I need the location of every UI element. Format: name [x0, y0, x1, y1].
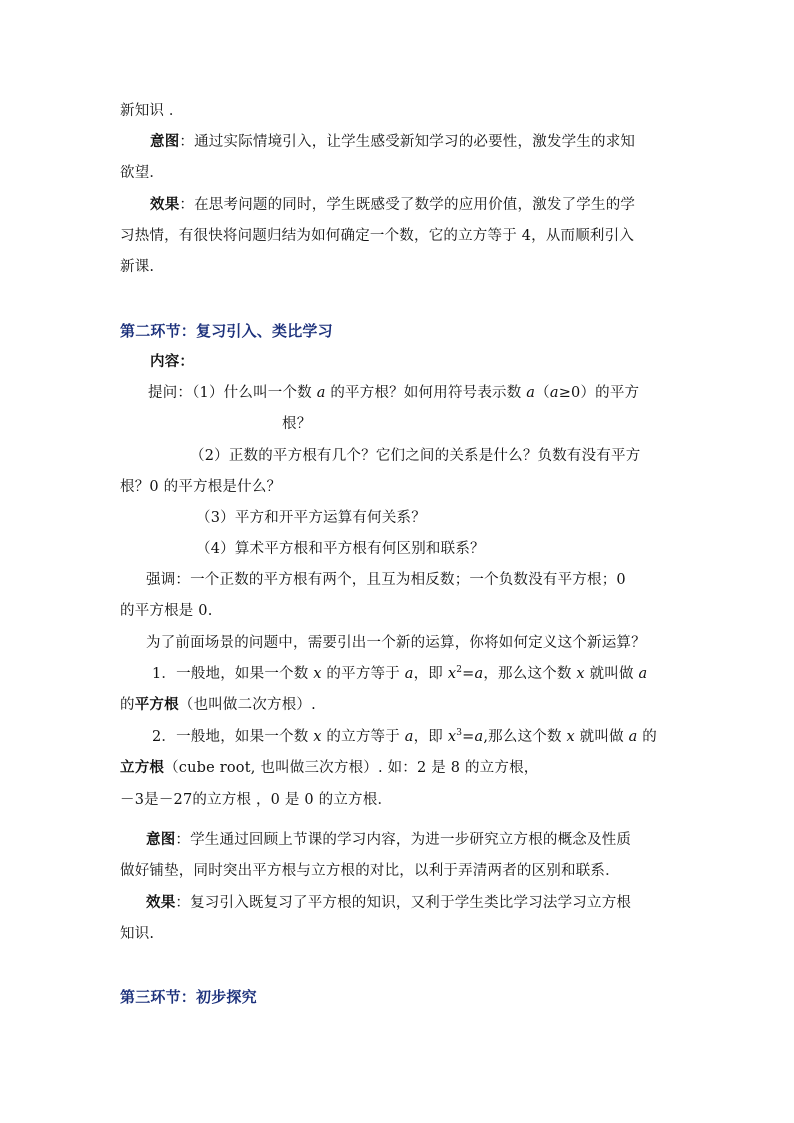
effect-paragraph-2: 效果：复习引入既复习了平方根的知识，又利于学生类比学习法学习立方根	[146, 894, 632, 911]
definition-1-cont: 的平方根（也叫做二次方根）.	[120, 696, 316, 713]
intent-paragraph: 意图：通过实际情境引入，让学生感受新知学习的必要性，激发学生的求知	[150, 133, 636, 150]
effect-label: 效果	[150, 196, 180, 213]
effect-paragraph: 效果：在思考问题的同时，学生既感受了数学的应用价值，激发了学生的学	[150, 196, 636, 213]
question-line: 为了前面场景的问题中，需要引出一个新的运算，你将如何定义这个新运算？	[146, 635, 646, 651]
term-square-root: 平方根	[134, 696, 179, 713]
question-3: （3）平方和开平方运算有何关系？	[196, 510, 426, 526]
paragraph-line: 新课.	[120, 259, 155, 275]
paragraph-line: 欲望．	[120, 165, 165, 181]
effect-label: 效果	[146, 894, 176, 911]
question-1: 提问：（1）什么叫一个数 a 的平方根？如何用符号表示数 a（a≥0）的平方	[148, 385, 640, 401]
question-1-cont: 根？	[282, 416, 312, 432]
intent-paragraph-2: 意图：学生通过回顾上节课的学习内容，为进一步研究立方根的概念及性质	[146, 831, 632, 848]
question-2-cont: 根？0 的平方根是什么？	[120, 479, 282, 495]
question-2: （2）正数的平方根有几个？它们之间的关系是什么？负数有没有平方	[190, 448, 641, 464]
paragraph-line: 新知识 ．	[120, 103, 184, 119]
emphasis-line-cont: 的平方根是 0.	[120, 603, 213, 619]
paragraph-line: 做好铺垫，同时突出平方根与立方根的对比，以利于弄清两者的区别和联系．	[120, 863, 620, 879]
definition-2: 2．一般地，如果一个数 x 的立方等于 a，即 $x^3=a$,那么这个数 x 就叫做 a 的	[152, 728, 657, 745]
paragraph-line: 知识.	[120, 926, 155, 942]
term-cube-root: 立方根	[120, 759, 165, 776]
section-heading: 第二环节：复习引入、类比学习	[120, 322, 333, 340]
emphasis-line: 强调：一个正数的平方根有两个，且互为相反数；一个负数没有平方根；0	[146, 572, 626, 588]
definition-2-cont: 立方根（cube root, 也叫做三次方根）. 如：2 是 8 的立方根，	[120, 759, 539, 776]
definition-1: 1．一般地，如果一个数 x 的平方等于 a，即 $x^2=a$，那么这个数 x 就叫做 a	[152, 665, 648, 682]
intent-label: 意图	[146, 831, 176, 848]
intent-label: 意图	[150, 133, 180, 150]
content-label: 内容：	[150, 353, 195, 370]
question-4: （4）算术平方根和平方根有何区别和联系？	[196, 541, 485, 557]
paragraph-line: 习热情，有很快将问题归结为如何确定一个数，它的立方等于 4，从而顺利引入	[120, 228, 635, 244]
section-heading: 第三环节：初步探究	[120, 988, 257, 1006]
definition-2-example: －3是－27的立方根 ，0 是 0 的立方根．	[120, 792, 393, 808]
